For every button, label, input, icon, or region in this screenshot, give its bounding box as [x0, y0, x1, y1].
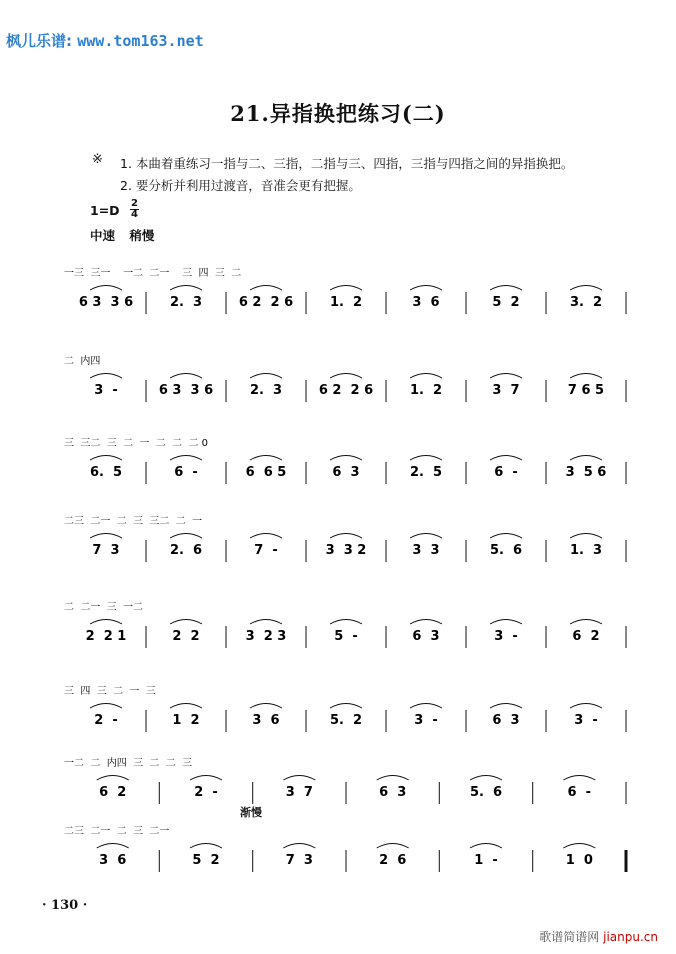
- slur-mark: [190, 776, 222, 781]
- slur-mark: [330, 534, 362, 539]
- measure-notes: 7 6 5: [567, 383, 605, 398]
- measure-notes: 6 2 2 6: [318, 383, 374, 398]
- slur-mark: [90, 704, 122, 709]
- measure-notes: 3. 2: [569, 295, 603, 310]
- slur-mark: [410, 620, 442, 625]
- measure-notes: 5 2: [492, 295, 520, 310]
- measure-notes: 6 2: [572, 629, 600, 644]
- slur-mark: [90, 374, 122, 379]
- measure-notes: 3 7: [492, 383, 520, 398]
- slur-mark: [190, 844, 222, 849]
- tempo-change: 渐慢: [240, 806, 262, 819]
- score-line-graphic: [60, 350, 632, 420]
- site-watermark-url[interactable]: www.tom163.net: [77, 32, 204, 50]
- measure-notes: 6. 5: [89, 465, 123, 480]
- note-line-1: 1. 本曲着重练习一指与二、三指，二指与三、四指，三指与四指之间的异指换把。: [120, 156, 574, 171]
- measure-notes: 7 3: [92, 543, 120, 558]
- measure-notes: 5. 6: [469, 785, 503, 800]
- slur-mark: [570, 286, 602, 291]
- slur-mark: [563, 844, 595, 849]
- slur-mark: [490, 704, 522, 709]
- fingering-text: 一三 三一 一二 二一 三 四 三 二: [64, 268, 242, 279]
- slur-mark: [490, 374, 522, 379]
- slur-mark: [410, 704, 442, 709]
- slur-mark: [330, 620, 362, 625]
- bottom-watermark-site: 歌谱简谱网: [539, 930, 600, 944]
- measure-notes: 3 3 2: [325, 543, 367, 558]
- page-number: · 130 ·: [42, 898, 88, 913]
- note-mark: ※: [92, 152, 103, 167]
- slur-mark: [90, 534, 122, 539]
- measure-notes: 5 -: [334, 629, 358, 644]
- score-line: [60, 820, 632, 890]
- measure-notes: 3 -: [414, 713, 438, 728]
- slur-mark: [377, 776, 409, 781]
- score-line: [60, 596, 632, 666]
- score-line-graphic: [60, 596, 632, 666]
- score-line: [60, 510, 632, 580]
- measure-notes: 6 3 3 6: [158, 383, 214, 398]
- key-signature: 1=D: [90, 203, 120, 218]
- measure-notes: 2 -: [94, 713, 118, 728]
- slur-mark: [90, 620, 122, 625]
- measure-notes: 3 6: [99, 853, 127, 868]
- slur-mark: [170, 456, 202, 461]
- site-watermark-name: 枫儿乐谱:: [6, 32, 72, 50]
- slur-mark: [570, 620, 602, 625]
- slur-mark: [330, 286, 362, 291]
- measure-notes: 5. 6: [489, 543, 523, 558]
- slur-mark: [330, 456, 362, 461]
- measure-notes: 6 3: [379, 785, 407, 800]
- score-line-graphic: [60, 262, 632, 332]
- measure-notes: 2 2: [172, 629, 200, 644]
- measure-notes: 6 2: [99, 785, 127, 800]
- slur-mark: [410, 374, 442, 379]
- slur-mark: [283, 844, 315, 849]
- score-line: [60, 680, 632, 750]
- slur-mark: [330, 374, 362, 379]
- meter-top: 2: [131, 198, 138, 209]
- slur-mark: [490, 620, 522, 625]
- score-line: [60, 262, 632, 332]
- slur-mark: [490, 456, 522, 461]
- fingering-text: 二三 二一 二 三 二一: [64, 826, 170, 837]
- measure-notes: 3 -: [94, 383, 118, 398]
- measure-notes: 3 7: [285, 785, 313, 800]
- site-watermark: [6, 30, 204, 51]
- tempo-marking: 中速 稍慢: [90, 228, 155, 243]
- bottom-watermark: [539, 928, 658, 945]
- measure-notes: 1 -: [474, 853, 498, 868]
- slur-mark: [570, 704, 602, 709]
- slur-mark: [377, 844, 409, 849]
- measure-notes: 3 -: [494, 629, 518, 644]
- meter-bottom: 4: [131, 209, 138, 220]
- measure-notes: 2 2 1: [85, 629, 127, 644]
- slur-mark: [97, 844, 129, 849]
- slur-mark: [283, 776, 315, 781]
- measure-notes: 5 2: [192, 853, 220, 868]
- page-title: 21.异指换把练习(二): [230, 101, 446, 126]
- slur-mark: [250, 620, 282, 625]
- slur-mark: [563, 776, 595, 781]
- slur-mark: [170, 704, 202, 709]
- score-line-graphic: [60, 510, 632, 580]
- slur-mark: [250, 286, 282, 291]
- measure-notes: 6 3 3 6: [78, 295, 134, 310]
- measure-notes: 2. 5: [409, 465, 443, 480]
- measure-notes: 6 -: [567, 785, 592, 800]
- slur-mark: [250, 456, 282, 461]
- measure-notes: 3 3: [412, 543, 440, 558]
- slur-mark: [490, 286, 522, 291]
- measure-notes: 3 -: [574, 713, 598, 728]
- fingering-text: 二三 二一 二 三 三二 二 一: [64, 516, 203, 527]
- measure-notes: 1. 3: [569, 543, 603, 558]
- slur-mark: [170, 620, 202, 625]
- measure-notes: 3 6: [252, 713, 280, 728]
- measure-notes: 2. 6: [169, 543, 203, 558]
- measure-notes: 1. 2: [329, 295, 363, 310]
- measure-notes: 1. 2: [409, 383, 443, 398]
- measure-notes: 2. 3: [249, 383, 283, 398]
- bottom-watermark-domain: jianpu.cn: [603, 930, 658, 944]
- slur-mark: [410, 456, 442, 461]
- slur-mark: [170, 286, 202, 291]
- slur-mark: [250, 704, 282, 709]
- measure-notes: 7 -: [254, 543, 278, 558]
- slur-mark: [250, 534, 282, 539]
- measure-notes: 6 -: [494, 465, 518, 480]
- slur-mark: [490, 534, 522, 539]
- time-signature: [130, 199, 139, 220]
- fingering-text: 二 二一 三 一二: [64, 602, 144, 613]
- measure-notes: 3 5 6: [565, 465, 607, 480]
- measure-notes: 6 6 5: [245, 465, 287, 480]
- measure-notes: 6 3: [412, 629, 440, 644]
- measure-notes: 2 6: [379, 853, 407, 868]
- measure-notes: 2. 3: [169, 295, 203, 310]
- measure-notes: 5. 2: [329, 713, 363, 728]
- slur-mark: [250, 374, 282, 379]
- fingering-text: 二 内四: [64, 356, 101, 367]
- slur-mark: [470, 776, 502, 781]
- measure-notes: 3 6: [412, 295, 440, 310]
- slur-mark: [410, 286, 442, 291]
- slur-mark: [90, 286, 122, 291]
- fingering-text: 一二 二 内四 三 二 二 三: [64, 758, 193, 769]
- measure-notes: 1 2: [172, 713, 200, 728]
- measure-notes: 6 2 2 6: [238, 295, 294, 310]
- slur-mark: [570, 534, 602, 539]
- slur-mark: [410, 534, 442, 539]
- slur-mark: [470, 844, 502, 849]
- score-line: [60, 432, 632, 502]
- slur-mark: [97, 776, 129, 781]
- measure-notes: 6 -: [174, 465, 198, 480]
- fingering-text: 三 三二 三 二 一 二 二 二 0: [64, 438, 209, 449]
- slur-mark: [170, 374, 202, 379]
- fingering-text: 三 四 三 二 一 三: [64, 686, 156, 697]
- score-line-graphic: [60, 820, 632, 890]
- slur-mark: [570, 374, 602, 379]
- score-line-graphic: [60, 680, 632, 750]
- measure-notes: 2 -: [194, 785, 218, 800]
- measure-notes: 6 3: [332, 465, 360, 480]
- measure-notes: 6 3: [492, 713, 520, 728]
- score-line-graphic: [60, 432, 632, 502]
- note-line-2: 2. 要分析并利用过渡音，音准会更有把握。: [120, 178, 361, 193]
- measure-notes: 1 0: [565, 853, 593, 868]
- score-line-graphic: [60, 752, 632, 822]
- measure-notes: 3 2 3: [245, 629, 287, 644]
- measure-notes: 7 3: [285, 853, 313, 868]
- score-line: [60, 752, 632, 822]
- slur-mark: [330, 704, 362, 709]
- score-line: [60, 350, 632, 420]
- slur-mark: [90, 456, 122, 461]
- slur-mark: [570, 456, 602, 461]
- slur-mark: [170, 534, 202, 539]
